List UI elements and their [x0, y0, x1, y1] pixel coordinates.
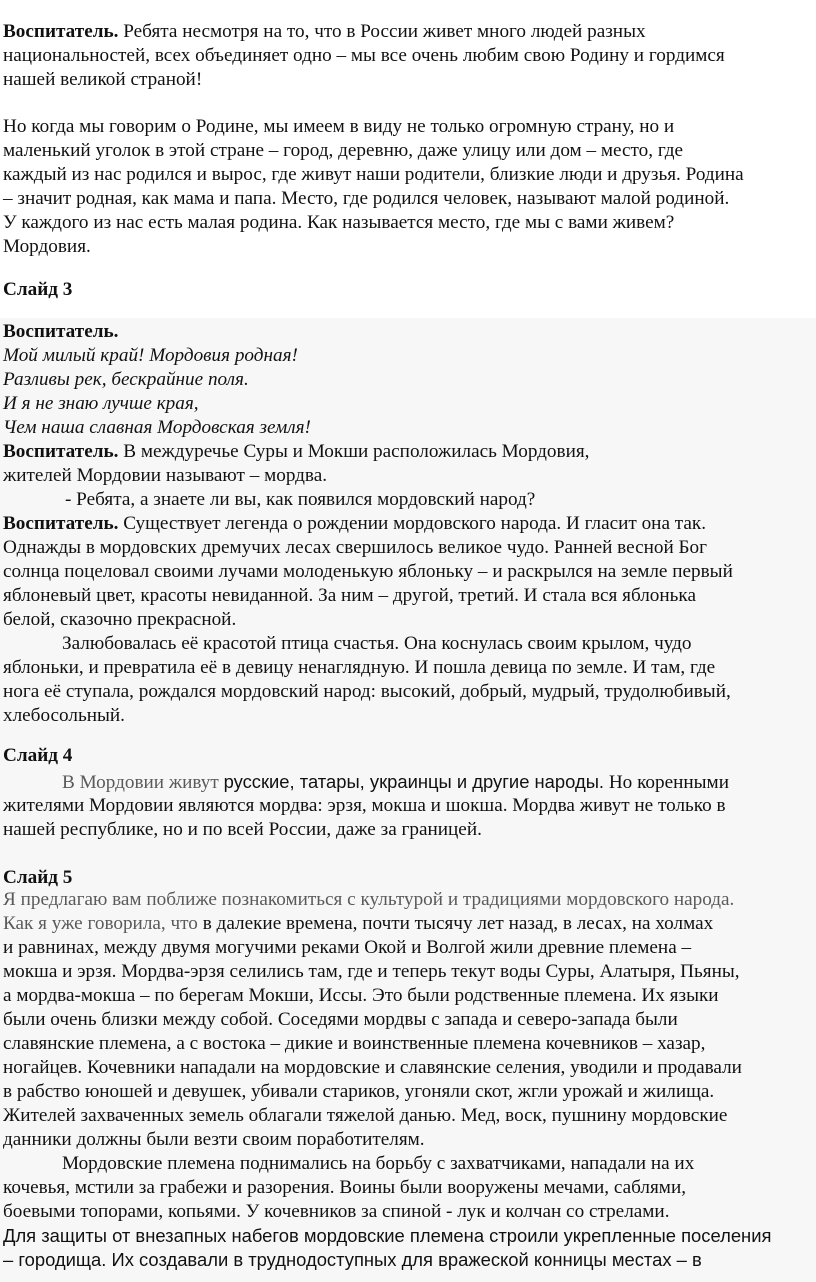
paragraph-line: Для защиты от внезапных набегов мордовские племена строили укрепленные поселения	[3, 1225, 772, 1246]
paragraph-line: Но когда мы говорим о Родине, мы имеем в виду не только огромную страну, но и	[3, 116, 675, 137]
legend-line: яблоневый цвет, красоты невиданной. За ним – другой, третий. И стала вся яблонька	[3, 585, 696, 606]
paragraph-line: маленький уголок в этой стране – город, деревню, даже улицу или дом – место, где	[3, 140, 684, 161]
paragraph-line: данники должны были везти своим поработителям.	[3, 1129, 425, 1150]
poem-line: Разливы рек, бескрайние поля.	[3, 369, 249, 390]
paragraph-text: национальностей, всех объединяет одно – мы все очень любим свою Родину и гордимся	[3, 45, 725, 66]
paragraph-text: Ребята несмотря на то, что в России живет много людей разных	[123, 21, 646, 42]
paragraph-line: мокша и эрзя. Мордва-эрзя селились там, где и теперь текут воды Суры, Алатыря, Пьяны,	[3, 961, 740, 982]
slide-3-heading: Слайд 3	[3, 279, 73, 300]
paragraph-text: Существует легенда о рождении мордовского народа. И гласит она так.	[123, 513, 707, 534]
slide-5-heading: Слайд 5	[3, 867, 73, 888]
legend-line: солнца поцеловал своими лучами молоденькую яблоньку – и раскрылся на земле первый	[3, 561, 733, 582]
paragraph-line: боевыми топорами, копьями. У кочевников за спиной - лук и колчан со стрелами.	[3, 1201, 670, 1222]
speaker-label: Воспитатель.	[3, 513, 119, 534]
question-line: - Ребята, а знаете ли вы, как появился мордовский народ?	[65, 489, 536, 510]
paragraph-line: Мордовия.	[3, 236, 91, 257]
legend-line: белой, сказочно прекрасной.	[3, 609, 237, 630]
paragraph-text: русские, татары, украинцы и другие народы.	[223, 771, 605, 792]
paragraph-text: в далекие времена, почти тысячу лет назад, в лесах, на холмах	[202, 913, 714, 934]
paragraph-line: а мордва-мокша – по берегам Мокши, Иссы. Это были родственные племена. Их языки	[3, 985, 719, 1006]
paragraph-line: жителями Мордовии являются мордва: эрзя, мокша и шокша. Мордва живут не только в	[3, 795, 726, 816]
paragraph-line: и равнинах, между двумя могучими реками Окой и Волгой жили древние племена –	[3, 937, 692, 958]
slide-4-heading: Слайд 4	[3, 745, 73, 766]
paragraph-line: ногайцев. Кочевники нападали на мордовские и славянские селения, уводили и продавали	[3, 1057, 742, 1078]
legend-line: яблоньки, и превратила её в девицу ненаглядную. И пошла девица по земле. И там, где	[3, 657, 716, 678]
paragraph-line: – значит родная, как мама и папа. Место, где родился человек, называют малой родиной.	[3, 188, 730, 209]
speaker-label: Воспитатель.	[3, 441, 119, 462]
paragraph-line: – городища. Их создавали в труднодоступных для вражеской конницы местах – в	[3, 1249, 702, 1270]
poem-line: И я не знаю лучше края,	[3, 393, 199, 414]
paragraph-line: были очень близки между собой. Соседями мордвы с запада и северо-запада были	[3, 1009, 678, 1030]
paragraph-line: Жителей захваченных земель облагали тяжелой данью. Мед, воск, пушнину мордовские	[3, 1105, 728, 1126]
legend-line: Однажды в мордовских дремучих лесах свершилось великое чудо. Ранней весной Бог	[3, 537, 708, 558]
speaker-label: Воспитатель.	[3, 321, 119, 342]
paragraph-text: Но коренными	[608, 772, 729, 793]
paragraph-text: Как я уже говорила, что	[3, 913, 198, 934]
paragraph-line: нашей республике, но и по всей России, даже за границей.	[3, 819, 482, 840]
paragraph-line: в рабство юношей и девушек, убивали стариков, угоняли скот, жгли урожай и жилища.	[3, 1081, 715, 1102]
legend-line: Залюбовалась её красотой птица счастья. Она коснулась своим крылом, чудо	[62, 633, 692, 654]
paragraph-line: Я предлагаю вам поближе познакомиться с культурой и традициями мордовского народа.	[3, 889, 735, 910]
paragraph-line: У каждого из нас есть малая родина. Как называется место, где мы с вами живем?	[3, 212, 675, 233]
paragraph-text: В Мордовии живут	[62, 772, 219, 793]
poem-line: Чем наша славная Мордовская земля!	[3, 417, 311, 438]
paragraph-line: кочевья, мстили за грабежи и разорения. Воины были вооружены мечами, саблями,	[3, 1177, 687, 1198]
paragraph-line: Мордовские племена поднимались на борьбу с захватчиками, нападали на их	[62, 1153, 695, 1174]
paragraph-line: славянские племена, а с востока – дикие и воинственные племена кочевников – хазар,	[3, 1033, 706, 1054]
legend-line: нога её ступала, рождался мордовский народ: высокий, добрый, мудрый, трудолюбивый,	[3, 681, 731, 702]
paragraph-text: жителей Мордовии называют – мордва.	[3, 465, 328, 486]
paragraph-text: нашей великой страной!	[3, 69, 203, 90]
paragraph-text: В междуречье Суры и Мокши расположилась Мордовия,	[123, 441, 590, 462]
poem-line: Мой милый край! Мордовия родная!	[3, 345, 298, 366]
paragraph-line: каждый из нас родился и вырос, где живут наши родители, близкие люди и друзья. Родина	[3, 164, 744, 185]
speaker-label: Воспитатель.	[3, 21, 119, 42]
legend-line: хлебосольный.	[3, 705, 125, 726]
